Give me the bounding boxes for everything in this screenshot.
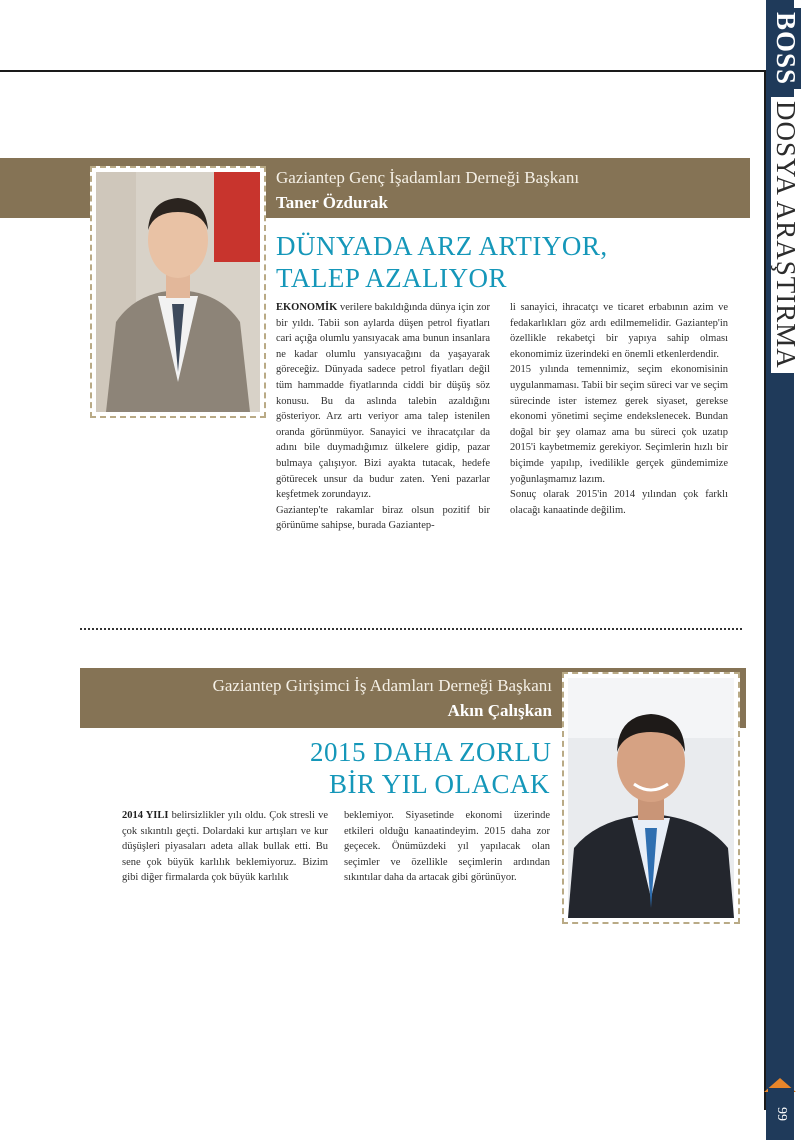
article2-column2 [344,808,550,886]
page-number: 99 [768,1088,794,1140]
article2-photo-frame [562,672,740,924]
article1-lead: EKONOMİK [276,302,338,313]
article1-col1-text: verilere bakıldığında dünya için zor bir yıldı. Tabii son aylarda düşen petrol fiyatları cari açığa olumlu yansıyacak ama bunun insanlara ne kadar olumlu yansıyacağını da yaşayarak göreceğiz. Dünyada sadece petrol fiyatları değil tüm hammadde fiyatlarında ciddi bir düşüş söz konusu. Bu da aslında talebin azaldığını gösteriyor. Arz artı veriyor ama talep istenilen oranda görünmüyor. Sanayici ve ihracatçılar da adını bile duymadığımız ülkelere gidip, pazar bulmaya çalışıyor. Bizi ayakta tutacak, hedefe götürecek unsur da budur zaten. Yeni pazarlar keşfetmek zorundayız. [276,302,490,501]
article2-col2-text: beklemiyor. Siyasetinde ekonomi üzerinde etkileri olduğu kanaatindeyim. 2015 daha zor geçecek. Önümüzdeki yıl yapılacak olan seçimler ve özellikle seçimlerin ardından sıkıntılar daha da artacak gibi görünüyor. [344,810,550,884]
article2-headline-line1: 2015 DAHA ZORLU [310,737,552,767]
article1-photo-frame [90,166,266,418]
article1-column1 [276,300,490,534]
article1-headline-line1: DÜNYADA ARZ ARTIYOR, [276,231,608,261]
article1-name: Taner Özdurak [276,193,388,212]
brand-label: BOSS [771,8,801,89]
article1-col2-p2: 2015 yılında temennimiz, seçim ekonomisinin uygulanmaması. Tabii bir seçim süreci var ve seçim sürecinde ister istemez gerek siyaset, gerekse ekonomi yönetimi seçime endekslenecek. Bundan doğal bir şey olamaz ama bu süreci çok uzatıp 2015'i kaybetmemiz gerekiyor. Seçimlerin hızlı bir biçimde yapılıp, ivedilikle gerçek gündemimize yoğunlaşmamız lazım. [510,364,728,485]
section-title: DOSYA ARAŞTIRMA [771,97,801,373]
article2-lead: 2014 YILI [122,810,169,821]
article1-subtitle: Gaziantep Genç İşadamları Derneği Başkanı [276,168,580,187]
top-rule [0,70,766,72]
article2-headline-line2: BİR YIL OLACAK [329,769,550,799]
article1-col2-p1: li sanayici, ihracatçı ve ticaret erbabının azim ve fedakarlıkları göz ardı edilmemelidir. Gaziantep'in özellikle rekabetçi bir yapıya sahip olması ekonomimiz üzerindeki en önemli etkenlerdendir. [510,302,728,360]
article1-headline-line2: TALEP AZALIYOR [276,263,508,293]
article1-col1-p2: Gaziantep'te rakamlar biraz olsun pozitif bir görünüme sahipse, burada Gaziantep- [276,504,490,532]
article2-column1 [122,808,328,886]
article1-column2 [510,300,728,518]
article2-col1-text: belirsizlikler yılı oldu. Çok stresli ve çok sıkıntılı geçti. Dolardaki kur artışları ve kur düşüşleri piyasaları adeta allak bullak etti. Bu sene çok büyük karlılık beklemiyoruz. Bizim gibi diğer firmalarda çok büyük karlılık [122,810,328,884]
section-divider [80,628,742,630]
article2-name: Akın Çalışkan [447,701,552,720]
article1-col2-p3: Sonuç olarak 2015'in 2014 yılından çok farklı olacağı kanaatinde değilim. [510,489,728,516]
article1-portrait [96,172,260,412]
article2-subtitle: Gaziantep Girişimci İş Adamları Derneği Başkanı [212,676,552,695]
article2-portrait [568,678,734,918]
section-label [770,8,801,373]
